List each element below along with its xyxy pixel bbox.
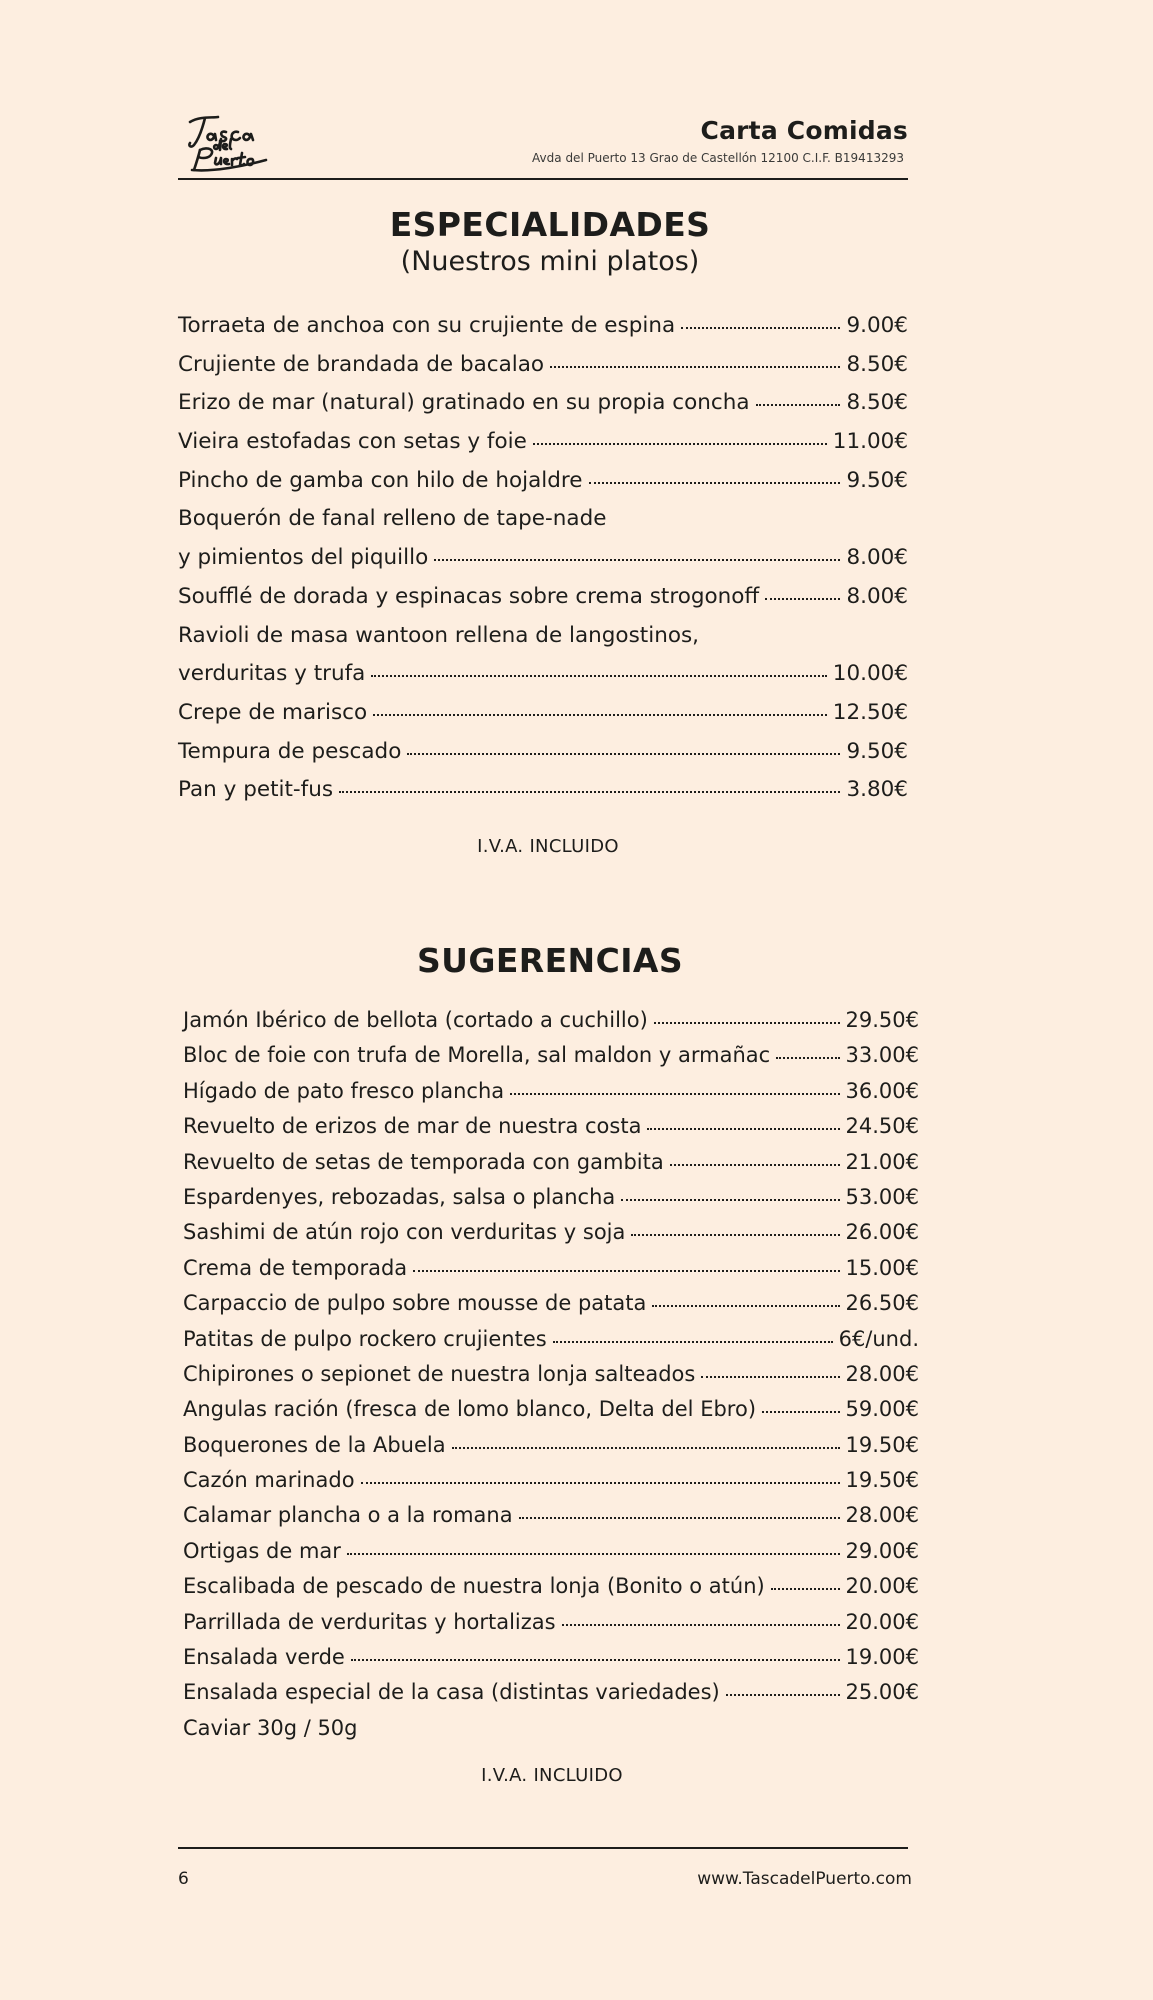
menu-item-price: 3.80€ (846, 777, 908, 803)
menu-item-name: Boquerones de la Abuela (183, 1432, 446, 1457)
dot-leader (631, 1234, 839, 1236)
dot-leader (413, 1270, 839, 1272)
menu-item-name: y pimientos del piquillo (178, 545, 429, 571)
menu-item-price: 8.00€ (846, 583, 908, 609)
menu-item-price: 9.50€ (846, 738, 908, 764)
dot-leader (771, 1588, 840, 1590)
dot-leader (533, 443, 827, 445)
menu-item (178, 431, 908, 470)
menu-item-price: 25.00€ (845, 1680, 919, 1705)
menu-item (183, 1432, 919, 1470)
sugerencias-tax-note: I.V.A. INCLUIDO (481, 1765, 623, 1786)
dot-leader (361, 1482, 840, 1484)
menu-item-price: 15.00€ (845, 1255, 919, 1280)
menu-item-price: 28.00€ (845, 1503, 919, 1528)
menu-item (183, 1361, 919, 1399)
menu-item-price: 36.00€ (845, 1078, 919, 1103)
menu-item (178, 467, 908, 509)
menu-item-price: 28.00€ (845, 1361, 919, 1386)
dot-leader (519, 1517, 840, 1519)
menu-item (183, 1010, 919, 1045)
menu-item (183, 1149, 919, 1187)
menu-item-name: Ensalada verde (183, 1645, 345, 1670)
menu-item-name: Ravioli de masa wantoon rellena de langostinos, (178, 622, 700, 648)
header-address: Avda del Puerto 13 Grao de Castellón 12100 C.I.F. B19413293 (532, 151, 904, 165)
dot-leader (351, 1659, 840, 1661)
menu-item (178, 583, 908, 625)
website-link[interactable]: www.TascadelPuerto.com (697, 1869, 912, 1889)
menu-item-price: 29.50€ (845, 1008, 919, 1032)
menu-item-name: Cazón marinado (183, 1468, 355, 1493)
menu-item-name: verduritas y trufa (178, 661, 366, 687)
menu-item (178, 779, 908, 818)
dot-leader (550, 366, 840, 368)
menu-item-name: Revuelto de setas de temporada con gambita (183, 1149, 664, 1174)
menu-item-price: 6€/und. (838, 1326, 919, 1351)
menu-item (183, 1682, 919, 1717)
menu-item (183, 1505, 919, 1540)
dot-leader (339, 791, 840, 793)
menu-item-name: Parrillada de verduritas y hortalizas (183, 1609, 556, 1634)
menu-item-name: Tempura de pescado (178, 738, 402, 764)
menu-item (183, 1045, 919, 1080)
menu-item (183, 1326, 919, 1364)
menu-item-price: 26.50€ (845, 1291, 919, 1316)
menu-item (183, 1184, 919, 1222)
menu-item (183, 1222, 919, 1257)
menu-item-name: Caviar 30g / 50g (183, 1715, 358, 1740)
menu-item-name: Angulas ración (fresca de lomo blanco, Delta del Ebro) (183, 1397, 757, 1422)
menu-item-name: Patitas de pulpo rockero crujientes (183, 1326, 547, 1351)
menu-item-name: Escalibada de pescado de nuestra lonja (Bonito o atún) (183, 1574, 765, 1599)
dot-leader (434, 559, 840, 561)
dot-leader (776, 1057, 839, 1059)
dot-leader (756, 404, 841, 406)
menu-item-name: Crepe de marisco (178, 699, 368, 725)
dot-leader (647, 1128, 839, 1130)
menu-item-price: 9.50€ (846, 467, 908, 493)
menu-item (183, 1470, 919, 1505)
menu-item-price: 12.50€ (832, 699, 908, 725)
menu-item-name: Erizo de mar (natural) gratinado en su propia concha (178, 390, 750, 416)
menu-item-price: 8.50€ (846, 390, 908, 416)
menu-item-price: 24.50€ (845, 1114, 919, 1139)
menu-item (183, 1538, 919, 1576)
menu-item (178, 547, 908, 586)
dot-leader (652, 1305, 839, 1307)
menu-item-name: Calamar plancha o a la romana (183, 1503, 513, 1528)
tasca-del-puerto-logo (184, 112, 274, 174)
dot-leader (621, 1199, 839, 1201)
menu-item (183, 1293, 919, 1328)
menu-item (183, 1078, 919, 1116)
menu-item-name: Vieira estofadas con setas y foie (178, 429, 527, 455)
menu-item (183, 1116, 919, 1151)
menu-item-price: 59.00€ (845, 1397, 919, 1422)
menu-item-name: Hígado de pato fresco plancha (183, 1078, 505, 1103)
page-header (178, 110, 908, 180)
menu-item-name: Ensalada especial de la casa (distintas variedades) (183, 1680, 720, 1705)
menu-item-price: 33.00€ (845, 1043, 919, 1068)
menu-item-price: 26.00€ (845, 1220, 919, 1245)
dot-leader (681, 327, 840, 329)
dot-leader (452, 1447, 840, 1449)
menu-item (183, 1715, 919, 1753)
especialidades-list (178, 315, 908, 818)
menu-item (183, 1255, 919, 1293)
especialidades-tax-note: I.V.A. INCLUIDO (477, 836, 619, 857)
page-number: 6 (178, 1869, 189, 1889)
menu-item (178, 738, 908, 780)
menu-item (178, 663, 908, 702)
menu-item-price: 11.00€ (832, 429, 908, 455)
menu-item-name: Crujiente de brandada de bacalao (178, 351, 545, 377)
menu-item-price: 9.00€ (846, 313, 908, 338)
sugerencias-title: SUGERENCIAS (417, 941, 683, 980)
menu-item-name: Revuelto de erizos de mar de nuestra costa (183, 1114, 642, 1139)
menu-item (178, 699, 908, 741)
menu-item-price: 10.00€ (832, 661, 908, 687)
menu-item-name: Pincho de gamba con hilo de hojaldre (178, 467, 583, 493)
dot-leader (654, 1022, 840, 1024)
menu-item-price: 20.00€ (845, 1574, 919, 1599)
menu-item-name: Boquerón de fanal relleno de tape-nade (178, 506, 607, 532)
menu-item (178, 392, 908, 431)
menu-item (178, 315, 908, 354)
menu-item-name: Soufflé de dorada y espinacas sobre crema strogonoff (178, 583, 760, 609)
menu-item-name: Espardenyes, rebozadas, salsa o plancha (183, 1184, 616, 1209)
especialidades-subtitle: (Nuestros mini platos) (400, 246, 700, 277)
menu-item-name: Carpaccio de pulpo sobre mousse de patata (183, 1291, 647, 1316)
menu-item-price: 53.00€ (845, 1184, 919, 1209)
dot-leader (726, 1694, 840, 1696)
menu-item-price: 8.00€ (846, 545, 908, 571)
dot-leader (670, 1164, 840, 1166)
menu-item-price: 19.00€ (845, 1645, 919, 1670)
footer-divider (178, 1847, 908, 1849)
dot-leader (553, 1341, 833, 1343)
menu-page (178, 0, 919, 2000)
dot-leader (347, 1553, 840, 1555)
menu-item-price: 20.00€ (845, 1609, 919, 1634)
menu-item-price: 21.00€ (845, 1149, 919, 1174)
dot-leader (589, 482, 841, 484)
dot-leader (407, 753, 840, 755)
menu-item (183, 1399, 919, 1434)
dot-leader (562, 1624, 840, 1626)
dot-leader (373, 714, 827, 716)
menu-item-name: Bloc de foie con trufa de Morella, sal maldon y armañac (183, 1043, 771, 1068)
menu-item-price: 19.50€ (845, 1432, 919, 1457)
menu-item-name: Jamón Ibérico de bellota (cortado a cuchillo) (183, 1008, 648, 1032)
menu-item (183, 1609, 919, 1647)
menu-item (178, 351, 908, 393)
sugerencias-list (183, 1010, 919, 1753)
menu-item (178, 508, 908, 547)
menu-item-name: Crema de temporada (183, 1255, 408, 1280)
menu-item-name: Sashimi de atún rojo con verduritas y soja (183, 1220, 626, 1245)
dot-leader (371, 675, 826, 677)
menu-item-name: Ortigas de mar (183, 1538, 341, 1563)
menu-item-price: 19.50€ (845, 1468, 919, 1493)
menu-item-price: 8.50€ (846, 351, 908, 377)
dot-leader (762, 1411, 840, 1413)
header-title: Carta Comidas (700, 116, 908, 145)
menu-item (178, 622, 908, 664)
menu-item-name: Chipirones o sepionet de nuestra lonja salteados (183, 1361, 696, 1386)
dot-leader (701, 1376, 839, 1378)
dot-leader (765, 598, 840, 600)
menu-item-name: Pan y petit-fus (178, 777, 334, 803)
menu-item-price: 29.00€ (845, 1538, 919, 1563)
menu-item-name: Torraeta de anchoa con su crujiente de espina (178, 313, 676, 338)
dot-leader (510, 1093, 839, 1095)
menu-item (183, 1647, 919, 1682)
especialidades-title: ESPECIALIDADES (389, 205, 711, 244)
menu-item (183, 1576, 919, 1611)
